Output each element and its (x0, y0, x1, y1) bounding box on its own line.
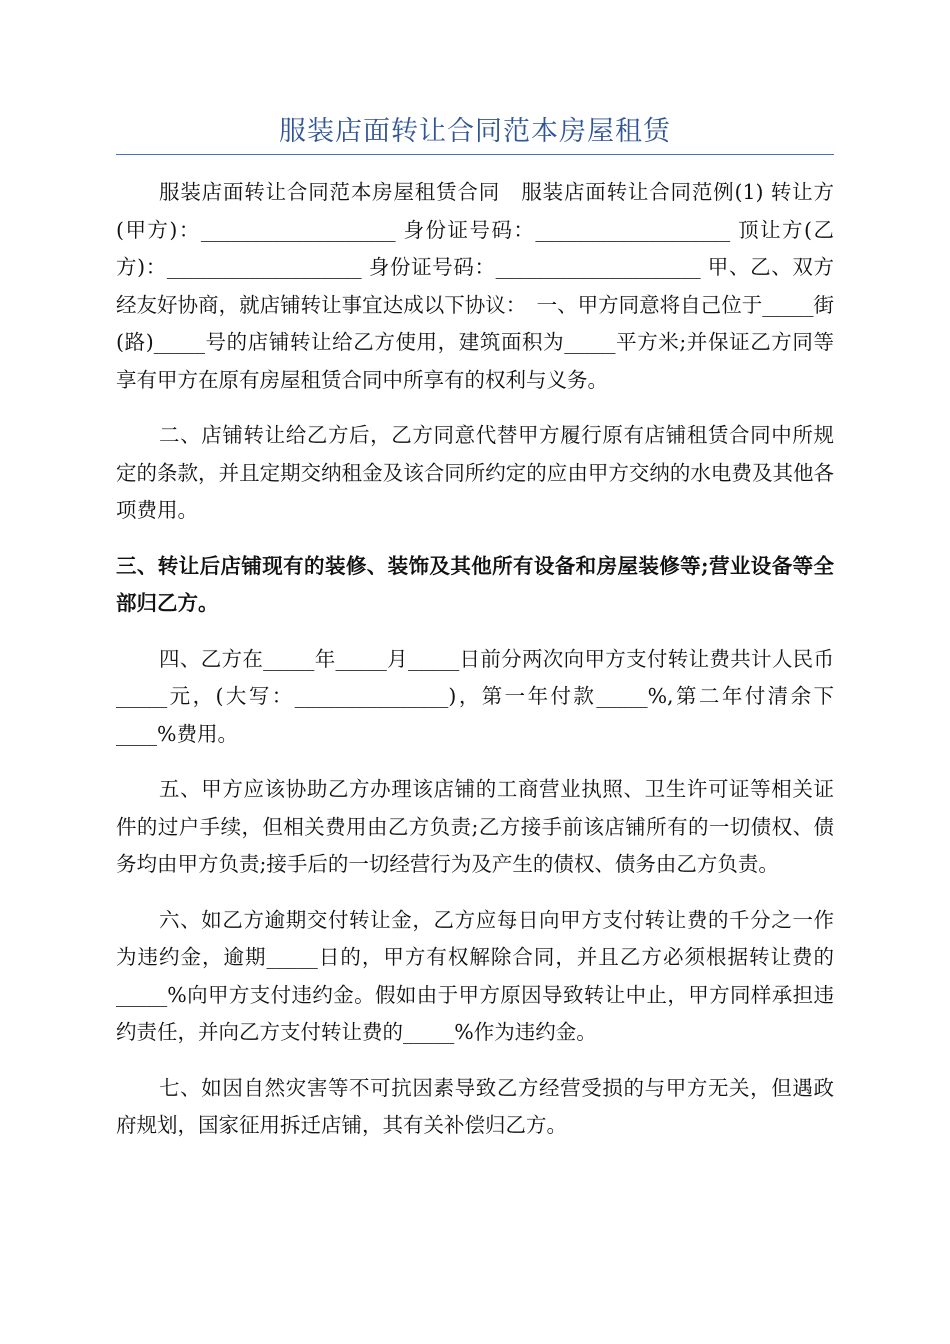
document-body (116, 174, 834, 1145)
paragraph-clause-7: 七、如因自然灾害等不可抗因素导致乙方经营受损的与甲方无关，但遇政府规划，国家征用拆迁店铺，其有关补偿归乙方。 (116, 1075, 834, 1137)
paragraph-clause-6: 六、如乙方逾期交付转让金，乙方应每日向甲方支付转让费的千分之一作为违约金，逾期_____日的，甲方有权解除合同，并且乙方必须根据转让费的_____%向甲方支付违约金。假如由于甲方原因导致转让中止，甲方同样承担违约责任，并向乙方支付转让费的_____%作为违约金。 (116, 907, 834, 1044)
paragraph-clause-3: 三、转让后店铺现有的装修、装饰及其他所有设备和房屋装修等;营业设备等全部归乙方。 (116, 553, 834, 615)
title-underline (116, 154, 834, 155)
paragraph-clause-4: 四、乙方在_____年_____月_____日前分两次向甲方支付转让费共计人民币_____元，(大写：_______________)，第一年付款_____%,第二年付清余下____%费用。 (116, 646, 834, 746)
paragraph-clause-5: 五、甲方应该协助乙方办理该店铺的工商营业执照、卫生许可证等相关证件的过户手续，但相关费用由乙方负责;乙方接手前该店铺所有的一切债权、债务均由甲方负责;接手后的一切经营行为及产生的债权、债务由乙方负责。 (116, 777, 834, 876)
paragraph-intro-clause-1: 服装店面转让合同范本房屋租赁合同 服装店面转让合同范例(1) 转让方(甲方)：___________________ 身份证号码：___________________ 顶让方(乙方)：___________________ 身份证号码：____________________ 甲、乙、双方经友好协商，就店铺转让事宜达成以下协议： 一、甲方同意将自己位于_____街(路)_____号的店铺转让给乙方使用，建筑面积为_____平方米;并保证乙方同等享有甲方在原有房屋租赁合同中所享有的权利与义务。 (116, 180, 834, 392)
document-title: 服装店面转让合同范本房屋租赁 (279, 116, 671, 147)
paragraph-clause-2: 二、店铺转让给乙方后，乙方同意代替甲方履行原有店铺租赁合同中所规定的条款，并且定期交纳租金及该合同所约定的应由甲方交纳的水电费及其他各项费用。 (116, 423, 834, 522)
